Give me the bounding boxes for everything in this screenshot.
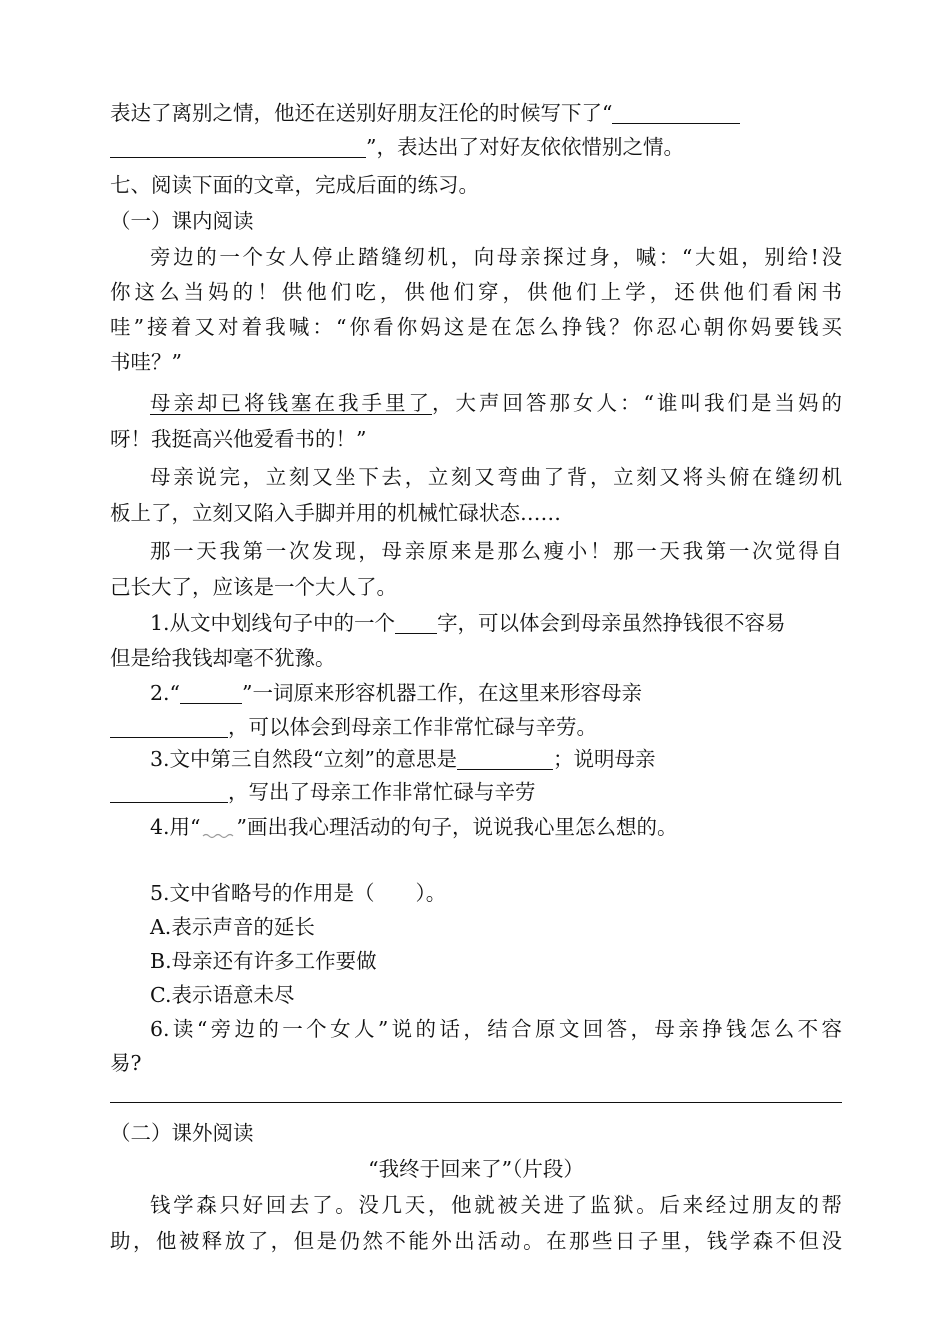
part-title: （一）课内阅读 (110, 209, 254, 233)
answer-blank[interactable] (180, 679, 242, 704)
passage-line: 书哇？” (110, 350, 182, 374)
question-3 (150, 742, 842, 776)
passage-line: 己长大了，应该是一个大人了。 (110, 575, 397, 599)
option-c[interactable]: C.表示语意未尽 (150, 983, 295, 1007)
answer-blank[interactable] (110, 778, 228, 803)
question-1-cont: 但是给我钱却毫不犹豫。 (110, 646, 336, 670)
part-title: （二）课外阅读 (110, 1121, 254, 1145)
question-2-cont (110, 710, 842, 744)
passage-line: 助，他被释放了，但是仍然不能外出活动。在那些日子里，钱学森不但没 (110, 1229, 842, 1253)
text-segment: ”，表达出了对好友依依惜别之情。 (366, 135, 684, 159)
option-b[interactable]: B.母亲还有许多工作要做 (150, 949, 377, 973)
passage-line: 板上了，立刻又陷入手脚并用的机械忙碌状态…… (110, 501, 561, 525)
text-segment: 表达了离别之情，他还在送别好朋友汪伦的时候写下了“ (110, 101, 613, 125)
answer-blank[interactable] (110, 713, 228, 738)
divider (110, 1102, 842, 1103)
wavy-line-icon (201, 820, 237, 840)
question-2 (150, 676, 842, 710)
answer-blank[interactable] (395, 609, 437, 634)
question-3-cont (110, 775, 842, 809)
option-a[interactable]: A.表示声音的延长 (150, 915, 315, 939)
text-segment: ”一词原来形容机器工作，在这里来形容母亲 (242, 681, 643, 705)
text-segment: ，写出了母亲工作非常忙碌与辛劳 (228, 780, 536, 804)
passage-line: 钱学森只好回去了。没几天，他就被关进了监狱。后来经过朋友的帮 (150, 1193, 842, 1217)
passage-line: 旁边的一个女人停止踏缝纫机，向母亲探过身，喊：“大姐，别给!没 (150, 245, 842, 269)
text-line (110, 130, 842, 164)
text-segment: 字，可以体会到母亲虽然挣钱很不容易 (437, 611, 786, 635)
answer-blank[interactable] (612, 99, 740, 124)
question-1 (150, 606, 842, 640)
question-6: 6.读“旁边的一个女人”说的话，结合原文回答，母亲挣钱怎么不容 (150, 1017, 842, 1041)
passage-line: 那一天我第一次发现，母亲原来是那么瘦小！那一天我第一次觉得自 (150, 539, 842, 563)
text-segment: 2.“ (150, 681, 181, 705)
article-heading: “我终于回来了”（片段） (368, 1157, 584, 1181)
text-segment: 3.文中第三自然段“立刻”的意思是 (150, 747, 458, 771)
text-segment: 4.用“ (150, 815, 201, 839)
text-segment: ，大声回答那女人：“谁叫我们是当妈的 (432, 391, 843, 415)
passage-line: 呀！我挺高兴他爱看书的！” (110, 427, 367, 451)
text-line (110, 96, 842, 130)
text-segment: ，可以体会到母亲工作非常忙碌与辛劳。 (228, 715, 597, 739)
text-segment: ；说明母亲 (553, 747, 656, 771)
answer-blank[interactable] (457, 745, 553, 770)
question-5: 5.文中省略号的作用是（ ）。 (150, 881, 447, 905)
text-segment: 1.从文中划线句子中的一个 (150, 611, 396, 635)
answer-blank[interactable] (110, 133, 366, 158)
passage-line: 哇”接着又对着我喊：“你看你妈这是在怎么挣钱？你忍心朝你妈要钱买 (110, 315, 842, 339)
passage-line: 你这么当妈的！供他们吃，供他们穿，供他们上学，还供他们看闲书 (110, 280, 842, 304)
text-segment: ”画出我心理活动的句子，说说我心里怎么想的。 (236, 815, 678, 839)
question-4 (150, 810, 842, 844)
passage-line: 母亲说完，立刻又坐下去，立刻又弯曲了背，立刻又将头俯在缝纫机 (150, 465, 842, 489)
passage-line (150, 386, 842, 420)
underlined-sentence: 母亲却已将钱塞在我手里了 (150, 391, 433, 415)
section-title: 七、阅读下面的文章，完成后面的练习。 (110, 173, 479, 197)
question-6-cont: 易? (110, 1051, 142, 1075)
